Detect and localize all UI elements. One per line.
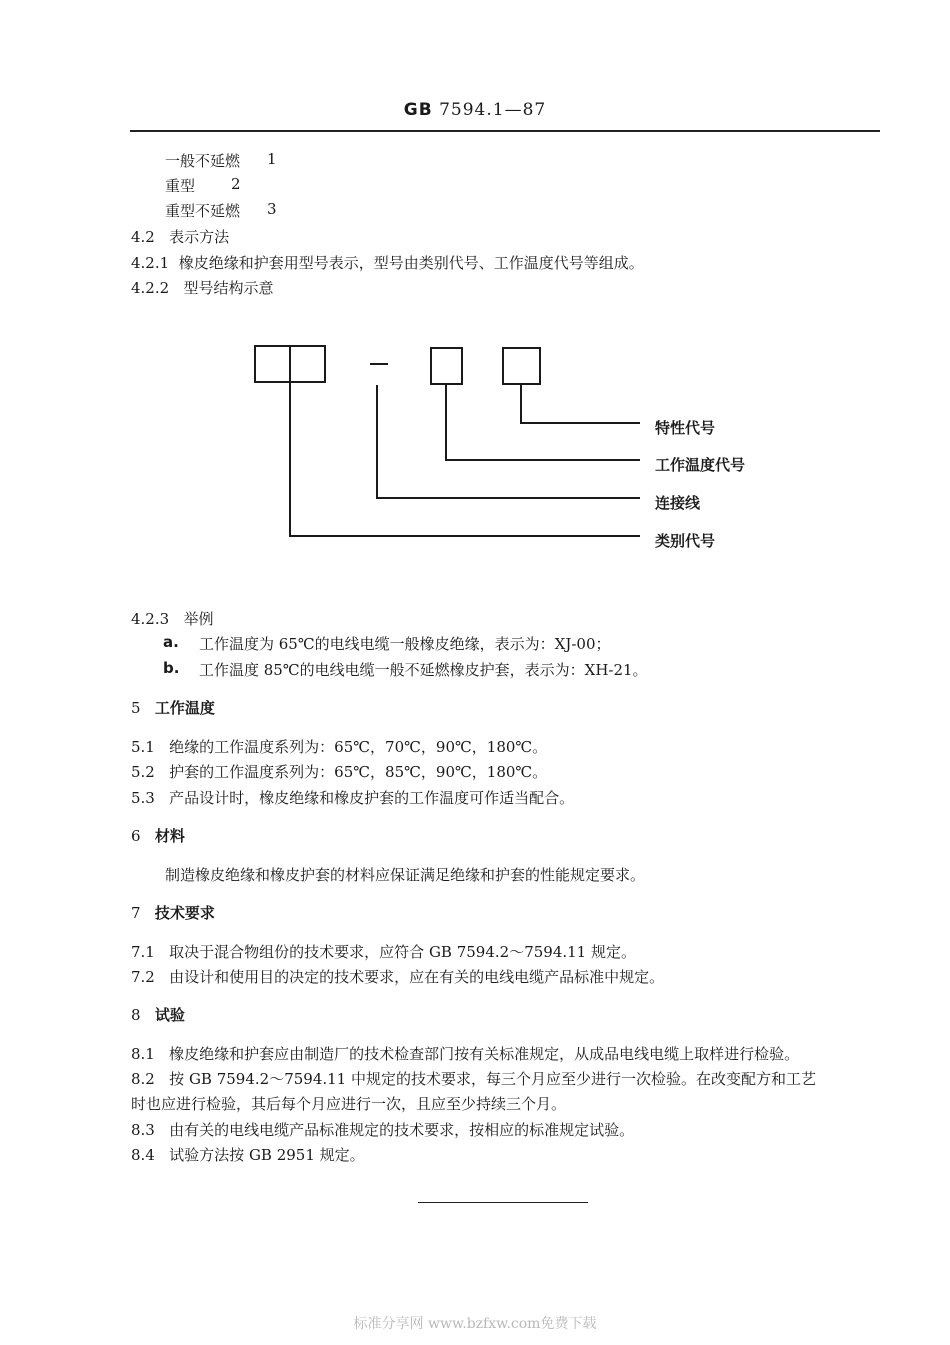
- section-title: 材料: [154, 827, 185, 845]
- example-item: [163, 633, 611, 653]
- header-prefix: GB: [403, 100, 433, 120]
- section-number: 6: [131, 827, 141, 845]
- section-number: 5.1: [131, 738, 155, 756]
- section-8-3: [131, 1119, 634, 1140]
- category-box-1: [255, 346, 290, 382]
- section-text: 橡皮绝缘和护套用型号表示，型号由类别代号、工作温度代号等组成。: [178, 254, 644, 272]
- footer-watermark: 标准分享网 www.bzfxw.com免费下载: [353, 1316, 597, 1332]
- section-7-2: [131, 966, 664, 987]
- category-box-2: [290, 346, 325, 382]
- section-number: 4.2.3: [131, 610, 170, 628]
- section-number: 8.1: [131, 1045, 155, 1063]
- section-number: 4.2: [131, 228, 155, 246]
- end-rule: [418, 1202, 588, 1203]
- section-5-2: [131, 761, 547, 782]
- section-5-1: [131, 736, 547, 757]
- section-7-heading: [131, 902, 215, 923]
- section-8-2: [131, 1068, 816, 1089]
- section-4-2-3: [131, 608, 214, 629]
- section-number: 8.2: [131, 1070, 155, 1088]
- section-8-2-continuation: 时也应进行检验，其后每个月应进行一次，且应至少持续三个月。: [131, 1095, 567, 1113]
- section-title: 技术要求: [154, 904, 215, 922]
- section-number: 7.2: [131, 968, 155, 986]
- diagram-label: 工作温度代号: [655, 456, 746, 474]
- example-text: 工作温度 85℃的电线电缆一般不延燃橡皮护套，表示为：XH-21。: [199, 661, 648, 679]
- example-letter: a.: [163, 633, 179, 651]
- list-label: 重型: [165, 177, 196, 195]
- section-text: 型号结构示意: [183, 279, 274, 297]
- list-value: 3: [267, 200, 277, 218]
- dash-leader: [377, 385, 640, 498]
- section-number: 5.3: [131, 789, 155, 807]
- temperature-box: [431, 348, 462, 384]
- list-label: 一般不延燃: [165, 152, 241, 170]
- diagram-label: 类别代号: [655, 532, 716, 550]
- diagram-label: 特性代号: [655, 419, 716, 437]
- section-number: 7.1: [131, 943, 155, 961]
- section-text: 试验方法按 GB 2951 规定。: [169, 1146, 365, 1164]
- section-text: 产品设计时，橡皮绝缘和橡皮护套的工作温度可作适当配合。: [169, 789, 575, 807]
- section-text: 橡皮绝缘和护套应由制造厂的技术检查部门按有关标准规定，从成品电线电缆上取样进行检验。: [169, 1045, 800, 1063]
- section-number: 4.2.2: [131, 279, 170, 297]
- section-number: 5.2: [131, 763, 155, 781]
- section-number: 5: [131, 699, 141, 717]
- section-text: 由设计和使用目的决定的技术要求，应在有关的电线电缆产品标准中规定。: [169, 968, 665, 986]
- section-number: 8: [131, 1006, 141, 1024]
- list-label: 重型不延燃: [165, 202, 241, 220]
- section-title: 工作温度: [154, 699, 215, 717]
- property-box: [503, 348, 540, 384]
- list-value: 2: [231, 175, 241, 193]
- list-value: 1: [267, 150, 277, 168]
- section-number: 7: [131, 904, 141, 922]
- property-leader: [521, 384, 640, 423]
- section-text: 护套的工作温度系列为：65℃，85℃，90℃，180℃。: [169, 763, 548, 781]
- section-text: 取决于混合物组份的技术要求，应符合 GB 7594.2～7594.11 规定。: [169, 943, 636, 961]
- example-text: 工作温度为 65℃的电线电缆一般橡皮绝缘，表示为：XJ-00；: [199, 635, 611, 653]
- diagram-label: 连接线: [655, 494, 701, 512]
- example-item: [163, 659, 648, 679]
- section-text: 表示方法: [169, 228, 230, 246]
- section-title: 试验: [154, 1006, 185, 1024]
- section-text: 由有关的电线电缆产品标准规定的技术要求，按相应的标准规定试验。: [169, 1121, 635, 1139]
- section-7-1: [131, 941, 636, 962]
- section-6-heading: [131, 825, 185, 846]
- example-letter: b.: [163, 659, 180, 677]
- section-number: 8.4: [131, 1146, 155, 1164]
- model-structure-diagram: [0, 0, 950, 600]
- section-number: 4.2.1: [131, 254, 170, 272]
- section-8-heading: [131, 1004, 185, 1025]
- section-5-heading: [131, 697, 215, 718]
- header-code: 7594.1—87: [439, 100, 547, 120]
- section-number: 8.3: [131, 1121, 155, 1139]
- section-text: 绝缘的工作温度系列为：65℃，70℃，90℃，180℃。: [169, 738, 548, 756]
- section-5-3: [131, 787, 574, 808]
- section-text: 按 GB 7594.2～7594.11 中规定的技术要求，每三个月应至少进行一次检验。在改变配方和工艺: [169, 1070, 816, 1088]
- section-6-body: 制造橡皮绝缘和橡皮护套的材料应保证满足绝缘和护套的性能规定要求。: [165, 866, 646, 884]
- section-text: 举例: [183, 610, 214, 628]
- section-8-4: [131, 1144, 365, 1165]
- section-8-1: [131, 1043, 799, 1064]
